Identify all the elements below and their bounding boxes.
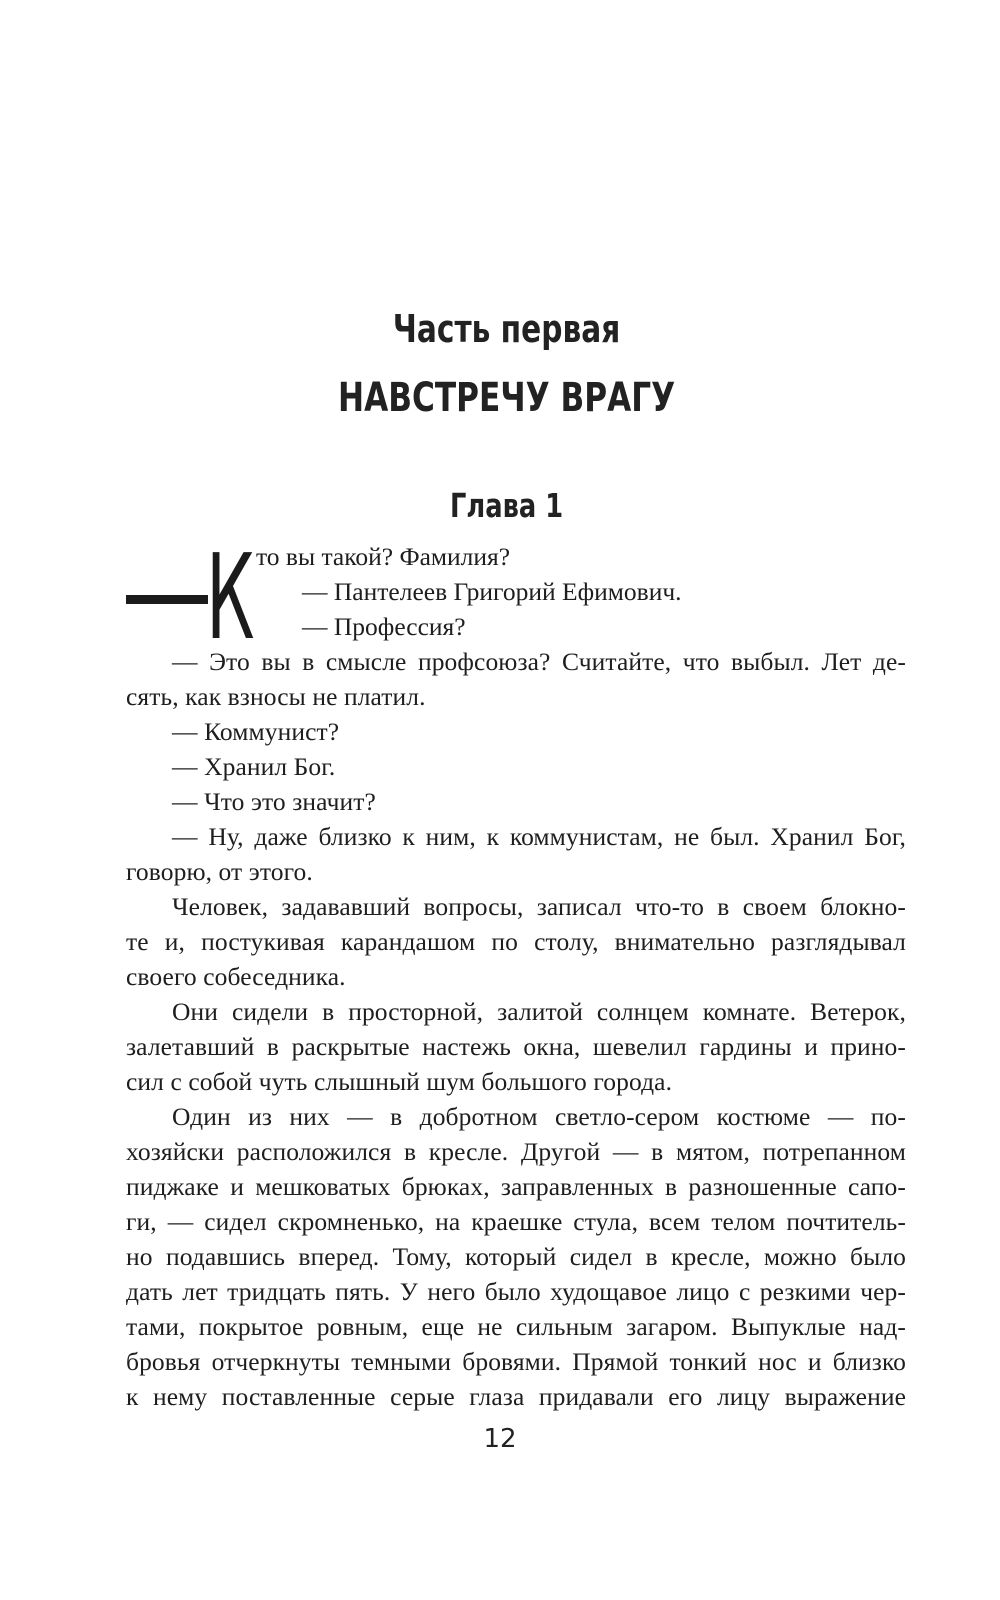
text-line: дать лет тридцать пять. У него было худощавое лицо с резкими чер- (126, 1277, 906, 1306)
text-line: — Что это значит? (172, 787, 376, 816)
part-title: НАВСТРЕЧУ ВРАГУ (337, 375, 676, 421)
body-text (126, 644, 906, 1414)
text-line: бровья отчеркнуты темными бровями. Прямой тонкий нос и близко (126, 1347, 906, 1376)
text-line: сять, как взносы не платил. (126, 682, 426, 711)
text-line: — Коммунист? (172, 717, 340, 746)
text-line: Один из них — в добротном светло-сером костюме — по- (172, 1102, 906, 1131)
text-line: те и, постукивая карандашом по столу, внимательно разглядывал (126, 927, 906, 956)
text-line: к нему поставленные серые глаза придавали его лицу выражение (126, 1382, 906, 1411)
text-line: своего собеседника. (126, 962, 346, 991)
text-line: сил с собой чуть слышный шум большого города. (126, 1067, 673, 1096)
opening-line: — Пантелеев Григорий Ефимович. (302, 577, 682, 606)
opening-line: то вы такой? Фамилия? (256, 542, 511, 571)
drop-cap-letter: К (206, 528, 255, 666)
page-number: 12 (483, 1424, 517, 1454)
text-line: говорю, от этого. (126, 857, 313, 886)
text-line: — Хранил Бог. (172, 752, 336, 781)
text-line: залетавший в раскрытые настежь окна, шевелил гардины и прино- (126, 1032, 906, 1061)
text-line: но подавшись вперед. Тому, который сидел в кресле, можно было (126, 1242, 906, 1271)
text-line: хозяйски расположился в кресле. Другой — в мятом, потрепанном (126, 1137, 906, 1166)
drop-cap-dash (126, 595, 208, 604)
text-line: Они сидели в просторной, залитой солнцем комнате. Ветерок, (172, 997, 906, 1026)
text-line: тами, покрытое ровным, еще не сильным загаром. Выпуклые над- (126, 1312, 906, 1341)
opening-line: — Профессия? (302, 612, 466, 641)
text-line: — Ну, даже близко к ним, к коммунистам, не был. Хранил Бог, (172, 822, 906, 851)
chapter-title: Глава 1 (450, 486, 564, 525)
text-line: пиджаке и мешковатых брюках, заправленных в разношенные сапо- (126, 1172, 906, 1201)
text-line: Человек, задававший вопросы, записал что-то в своем блокно- (172, 892, 906, 921)
text-line: ги, — сидел скромненько, на краешке стула, всем телом почтитель- (126, 1207, 906, 1236)
part-label: Часть первая (392, 307, 621, 351)
text-line: — Это вы в смысле профсоюза? Считайте, что выбыл. Лет де- (172, 647, 906, 676)
